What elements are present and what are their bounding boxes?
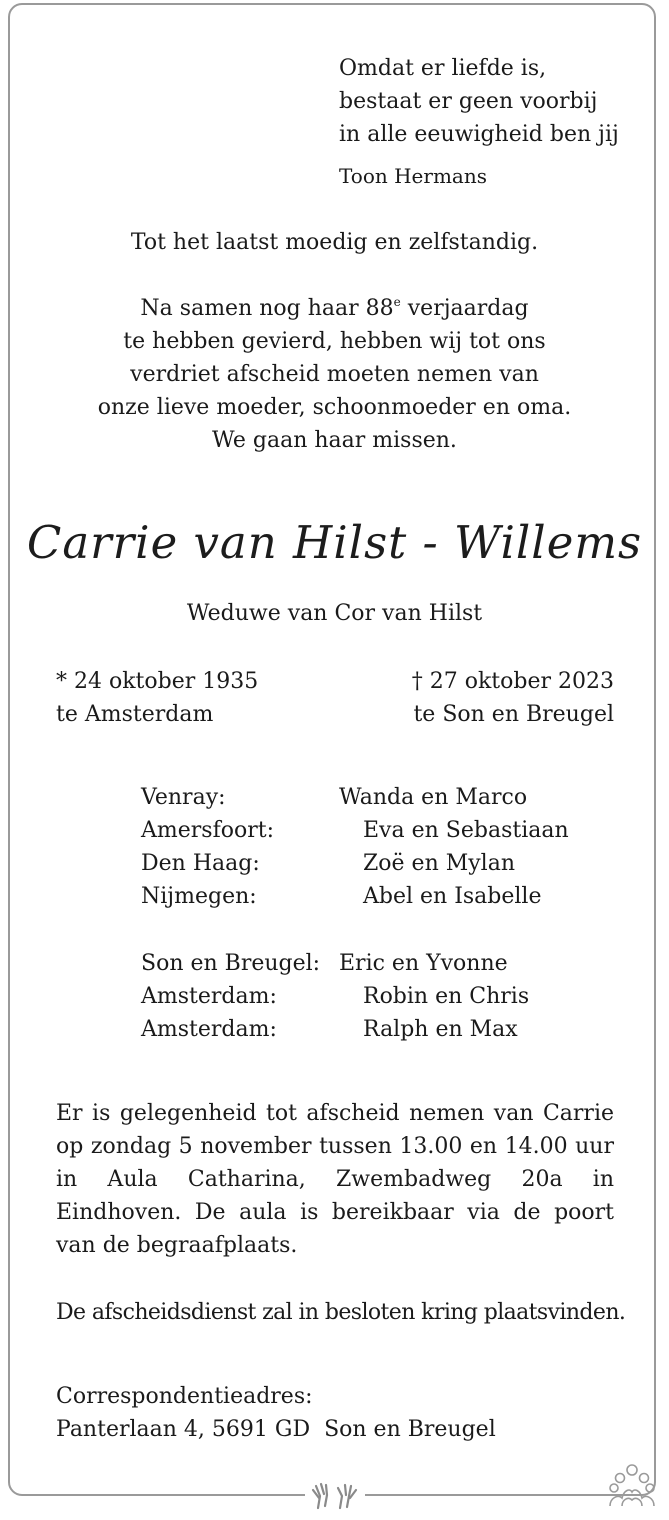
death-date: † 27 oktober 2023 xyxy=(411,669,614,694)
family-names: Abel en Isabelle xyxy=(363,884,542,909)
correspondence-address: Panterlaan 4, 5691 GD Son en Breugel xyxy=(56,1417,496,1442)
motto-line-2: bestaat er geen voorbij xyxy=(339,89,598,114)
family-names: Eva en Sebastiaan xyxy=(363,818,569,843)
family-names: Ralph en Max xyxy=(363,1017,518,1042)
message-line-4: onze lieve moeder, schoonmoeder en oma. xyxy=(97,395,572,420)
farewell-paragraph: Er is gelegenheid tot afscheid nemen van Carrie op zondag 5 november tussen 13.00 en 14.00 uur in Aula Catharina, Zwembadweg 20a in Eindhoven. De aula is bereikbaar via de poort van de begraafplaats. xyxy=(56,1101,614,1258)
family-place: Nijmegen: xyxy=(141,884,257,909)
family-place: Amsterdam: xyxy=(141,1017,277,1042)
family-place: Venray: xyxy=(141,785,226,810)
message-line-1-sup: e xyxy=(393,295,401,309)
correspondence-label: Correspondentieadres: xyxy=(56,1384,313,1409)
family-logo-icon xyxy=(606,1462,658,1508)
service-note: De afscheidsdienst zal in besloten kring plaatsvinden. xyxy=(56,1300,626,1325)
motto-line-1: Omdat er liefde is, xyxy=(339,56,547,81)
widow-of: Weduwe van Cor van Hilst xyxy=(186,601,483,626)
message-line-1 xyxy=(0,292,669,325)
deceased-name: Carrie van Hilst - Willems xyxy=(26,516,643,569)
family-place: Den Haag: xyxy=(141,851,260,876)
message-line-5: We gaan haar missen. xyxy=(212,428,457,453)
hands-icon xyxy=(308,1480,364,1512)
family-names: Eric en Yvonne xyxy=(339,951,508,976)
birth-date: * 24 oktober 1935 xyxy=(56,669,259,694)
death-place: te Son en Breugel xyxy=(413,702,614,727)
family-place: Amsterdam: xyxy=(141,984,277,1009)
family-names: Wanda en Marco xyxy=(339,785,528,810)
family-place: Amersfoort: xyxy=(141,818,274,843)
birth-place: te Amsterdam xyxy=(56,702,214,727)
message-line-1-pre: Na samen nog haar 88 xyxy=(140,296,394,321)
motto-line-3: in alle eeuwigheid ben jij xyxy=(339,122,619,147)
message-line-3: verdriet afscheid moeten nemen van xyxy=(130,362,539,387)
message-line-2: te hebben gevierd, hebben wij tot ons xyxy=(123,329,546,354)
family-names: Robin en Chris xyxy=(363,984,530,1009)
intro-line: Tot het laatst moedig en zelfstandig. xyxy=(130,230,539,255)
family-names: Zoë en Mylan xyxy=(363,851,516,876)
motto-author: Toon Hermans xyxy=(339,164,487,188)
family-place: Son en Breugel: xyxy=(141,951,321,976)
message-line-1-post: verjaardag xyxy=(400,296,529,321)
